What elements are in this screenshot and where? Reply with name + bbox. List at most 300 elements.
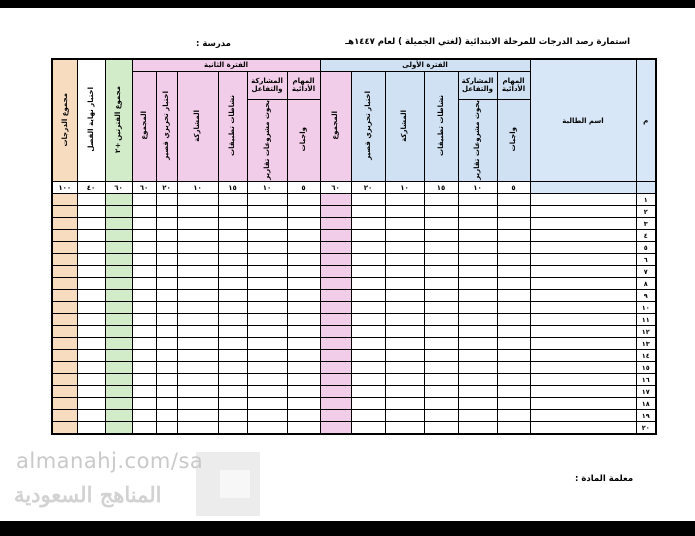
grade-cell[interactable] <box>497 266 530 278</box>
grade-cell[interactable] <box>52 194 77 206</box>
grade-cell[interactable] <box>385 410 424 422</box>
grade-cell[interactable] <box>132 374 156 386</box>
grade-cell[interactable] <box>177 338 218 350</box>
grade-cell[interactable] <box>458 362 497 374</box>
grade-cell[interactable] <box>218 230 247 242</box>
grade-cell[interactable] <box>320 278 351 290</box>
grade-cell[interactable] <box>247 194 287 206</box>
grade-cell[interactable] <box>287 326 320 338</box>
grade-cell[interactable] <box>497 254 530 266</box>
grade-cell[interactable] <box>458 278 497 290</box>
grade-cell[interactable] <box>458 326 497 338</box>
grade-cell[interactable] <box>177 266 218 278</box>
grade-cell[interactable] <box>77 242 105 254</box>
grade-cell[interactable] <box>497 374 530 386</box>
grade-cell[interactable] <box>385 206 424 218</box>
grade-cell[interactable] <box>247 338 287 350</box>
grade-cell[interactable] <box>497 206 530 218</box>
grade-cell[interactable] <box>287 338 320 350</box>
grade-cell[interactable] <box>497 422 530 435</box>
grade-cell[interactable] <box>424 254 458 266</box>
grade-cell[interactable] <box>77 206 105 218</box>
grade-cell[interactable] <box>77 362 105 374</box>
grade-cell[interactable] <box>351 338 385 350</box>
student-name-cell[interactable] <box>530 194 636 206</box>
grade-cell[interactable] <box>458 314 497 326</box>
grade-cell[interactable] <box>52 374 77 386</box>
grade-cell[interactable] <box>385 398 424 410</box>
grade-cell[interactable] <box>351 254 385 266</box>
grade-cell[interactable] <box>247 206 287 218</box>
grade-cell[interactable] <box>156 386 177 398</box>
grade-cell[interactable] <box>320 230 351 242</box>
grade-cell[interactable] <box>497 290 530 302</box>
grade-cell[interactable] <box>156 422 177 435</box>
grade-cell[interactable] <box>287 242 320 254</box>
grade-cell[interactable] <box>424 314 458 326</box>
grade-cell[interactable] <box>52 410 77 422</box>
grade-cell[interactable] <box>177 230 218 242</box>
grade-cell[interactable] <box>385 314 424 326</box>
grade-cell[interactable] <box>156 230 177 242</box>
grade-cell[interactable] <box>156 410 177 422</box>
grade-cell[interactable] <box>77 410 105 422</box>
grade-cell[interactable] <box>497 326 530 338</box>
grade-cell[interactable] <box>132 290 156 302</box>
grade-cell[interactable] <box>385 422 424 435</box>
grade-cell[interactable] <box>287 362 320 374</box>
grade-cell[interactable] <box>320 374 351 386</box>
grade-cell[interactable] <box>424 266 458 278</box>
student-name-cell[interactable] <box>530 386 636 398</box>
grade-cell[interactable] <box>105 266 132 278</box>
grade-cell[interactable] <box>351 194 385 206</box>
grade-cell[interactable] <box>52 314 77 326</box>
grade-cell[interactable] <box>156 242 177 254</box>
grade-cell[interactable] <box>218 350 247 362</box>
grade-cell[interactable] <box>132 314 156 326</box>
grade-cell[interactable] <box>77 290 105 302</box>
grade-cell[interactable] <box>351 278 385 290</box>
grade-cell[interactable] <box>218 218 247 230</box>
grade-cell[interactable] <box>132 362 156 374</box>
grade-cell[interactable] <box>52 422 77 435</box>
grade-cell[interactable] <box>385 326 424 338</box>
student-name-cell[interactable] <box>530 278 636 290</box>
grade-cell[interactable] <box>177 278 218 290</box>
grade-cell[interactable] <box>105 230 132 242</box>
grade-cell[interactable] <box>156 302 177 314</box>
grade-cell[interactable] <box>287 218 320 230</box>
grade-cell[interactable] <box>105 314 132 326</box>
grade-cell[interactable] <box>105 254 132 266</box>
grade-cell[interactable] <box>156 374 177 386</box>
grade-cell[interactable] <box>156 290 177 302</box>
grade-cell[interactable] <box>351 326 385 338</box>
grade-cell[interactable] <box>52 398 77 410</box>
grade-cell[interactable] <box>351 314 385 326</box>
grade-cell[interactable] <box>105 386 132 398</box>
grade-cell[interactable] <box>351 362 385 374</box>
grade-cell[interactable] <box>105 194 132 206</box>
grade-cell[interactable] <box>218 290 247 302</box>
grade-cell[interactable] <box>247 266 287 278</box>
grade-cell[interactable] <box>247 302 287 314</box>
grade-cell[interactable] <box>218 242 247 254</box>
grade-cell[interactable] <box>458 242 497 254</box>
grade-cell[interactable] <box>218 194 247 206</box>
grade-cell[interactable] <box>458 230 497 242</box>
grade-cell[interactable] <box>52 338 77 350</box>
grade-cell[interactable] <box>320 194 351 206</box>
grade-cell[interactable] <box>424 194 458 206</box>
grade-cell[interactable] <box>132 194 156 206</box>
grade-cell[interactable] <box>156 314 177 326</box>
grade-cell[interactable] <box>385 386 424 398</box>
grade-cell[interactable] <box>177 398 218 410</box>
grade-cell[interactable] <box>77 254 105 266</box>
grade-cell[interactable] <box>218 410 247 422</box>
grade-cell[interactable] <box>105 350 132 362</box>
grade-cell[interactable] <box>351 374 385 386</box>
grade-cell[interactable] <box>218 338 247 350</box>
grade-cell[interactable] <box>424 290 458 302</box>
grade-cell[interactable] <box>247 290 287 302</box>
grade-cell[interactable] <box>247 350 287 362</box>
grade-cell[interactable] <box>424 326 458 338</box>
grade-cell[interactable] <box>77 218 105 230</box>
grade-cell[interactable] <box>156 362 177 374</box>
grade-cell[interactable] <box>177 302 218 314</box>
grade-cell[interactable] <box>424 338 458 350</box>
grade-cell[interactable] <box>320 266 351 278</box>
student-name-cell[interactable] <box>530 362 636 374</box>
grade-cell[interactable] <box>424 302 458 314</box>
student-name-cell[interactable] <box>530 314 636 326</box>
grade-cell[interactable] <box>77 194 105 206</box>
grade-cell[interactable] <box>132 266 156 278</box>
grade-cell[interactable] <box>105 338 132 350</box>
grade-cell[interactable] <box>320 338 351 350</box>
grade-cell[interactable] <box>385 194 424 206</box>
grade-cell[interactable] <box>247 386 287 398</box>
grade-cell[interactable] <box>132 206 156 218</box>
grade-cell[interactable] <box>385 362 424 374</box>
grade-cell[interactable] <box>424 410 458 422</box>
grade-cell[interactable] <box>351 350 385 362</box>
grade-cell[interactable] <box>77 398 105 410</box>
grade-cell[interactable] <box>497 386 530 398</box>
grade-cell[interactable] <box>247 374 287 386</box>
grade-cell[interactable] <box>247 242 287 254</box>
grade-cell[interactable] <box>156 266 177 278</box>
grade-cell[interactable] <box>177 422 218 435</box>
grade-cell[interactable] <box>287 386 320 398</box>
grade-cell[interactable] <box>156 206 177 218</box>
grade-cell[interactable] <box>52 266 77 278</box>
grade-cell[interactable] <box>287 194 320 206</box>
grade-cell[interactable] <box>320 362 351 374</box>
grade-cell[interactable] <box>320 410 351 422</box>
grade-cell[interactable] <box>132 254 156 266</box>
grade-cell[interactable] <box>77 302 105 314</box>
grade-cell[interactable] <box>177 290 218 302</box>
grade-cell[interactable] <box>105 206 132 218</box>
grade-cell[interactable] <box>177 218 218 230</box>
grade-cell[interactable] <box>497 218 530 230</box>
grade-cell[interactable] <box>132 218 156 230</box>
grade-cell[interactable] <box>52 290 77 302</box>
student-name-cell[interactable] <box>530 326 636 338</box>
grade-cell[interactable] <box>385 242 424 254</box>
student-name-cell[interactable] <box>530 266 636 278</box>
grade-cell[interactable] <box>132 242 156 254</box>
grade-cell[interactable] <box>320 218 351 230</box>
grade-cell[interactable] <box>424 398 458 410</box>
grade-cell[interactable] <box>247 422 287 435</box>
grade-cell[interactable] <box>218 266 247 278</box>
grade-cell[interactable] <box>156 218 177 230</box>
grade-cell[interactable] <box>458 290 497 302</box>
grade-cell[interactable] <box>105 302 132 314</box>
grade-cell[interactable] <box>52 302 77 314</box>
grade-cell[interactable] <box>177 242 218 254</box>
grade-cell[interactable] <box>105 326 132 338</box>
grade-cell[interactable] <box>351 206 385 218</box>
student-name-cell[interactable] <box>530 242 636 254</box>
grade-cell[interactable] <box>132 278 156 290</box>
grade-cell[interactable] <box>351 398 385 410</box>
grade-cell[interactable] <box>156 254 177 266</box>
grade-cell[interactable] <box>105 398 132 410</box>
grade-cell[interactable] <box>52 254 77 266</box>
grade-cell[interactable] <box>287 398 320 410</box>
student-name-cell[interactable] <box>530 422 636 435</box>
grade-cell[interactable] <box>497 410 530 422</box>
grade-cell[interactable] <box>247 278 287 290</box>
grade-cell[interactable] <box>218 254 247 266</box>
grade-cell[interactable] <box>458 254 497 266</box>
grade-cell[interactable] <box>351 290 385 302</box>
student-name-cell[interactable] <box>530 230 636 242</box>
grade-cell[interactable] <box>424 362 458 374</box>
grade-cell[interactable] <box>52 350 77 362</box>
grade-cell[interactable] <box>218 206 247 218</box>
grade-cell[interactable] <box>105 362 132 374</box>
grade-cell[interactable] <box>424 386 458 398</box>
grade-cell[interactable] <box>52 362 77 374</box>
grade-cell[interactable] <box>156 278 177 290</box>
grade-cell[interactable] <box>351 422 385 435</box>
grade-cell[interactable] <box>218 374 247 386</box>
grade-cell[interactable] <box>177 326 218 338</box>
grade-cell[interactable] <box>385 218 424 230</box>
grade-cell[interactable] <box>287 410 320 422</box>
grade-cell[interactable] <box>458 302 497 314</box>
grade-cell[interactable] <box>497 362 530 374</box>
grade-cell[interactable] <box>52 206 77 218</box>
grade-cell[interactable] <box>105 422 132 435</box>
grade-cell[interactable] <box>320 386 351 398</box>
grade-cell[interactable] <box>351 218 385 230</box>
student-name-cell[interactable] <box>530 290 636 302</box>
grade-cell[interactable] <box>497 398 530 410</box>
grade-cell[interactable] <box>458 194 497 206</box>
grade-cell[interactable] <box>105 410 132 422</box>
grade-cell[interactable] <box>218 302 247 314</box>
grade-cell[interactable] <box>458 338 497 350</box>
grade-cell[interactable] <box>385 338 424 350</box>
grade-cell[interactable] <box>424 206 458 218</box>
grade-cell[interactable] <box>132 338 156 350</box>
student-name-cell[interactable] <box>530 206 636 218</box>
grade-cell[interactable] <box>177 254 218 266</box>
grade-cell[interactable] <box>77 386 105 398</box>
grade-cell[interactable] <box>105 242 132 254</box>
grade-cell[interactable] <box>77 230 105 242</box>
grade-cell[interactable] <box>351 230 385 242</box>
grade-cell[interactable] <box>77 326 105 338</box>
grade-cell[interactable] <box>320 314 351 326</box>
grade-cell[interactable] <box>424 374 458 386</box>
grade-cell[interactable] <box>105 278 132 290</box>
grade-cell[interactable] <box>320 206 351 218</box>
grade-cell[interactable] <box>287 422 320 435</box>
grade-cell[interactable] <box>247 218 287 230</box>
grade-cell[interactable] <box>247 230 287 242</box>
grade-cell[interactable] <box>320 422 351 435</box>
grade-cell[interactable] <box>497 302 530 314</box>
grade-cell[interactable] <box>287 266 320 278</box>
grade-cell[interactable] <box>177 206 218 218</box>
grade-cell[interactable] <box>351 266 385 278</box>
grade-cell[interactable] <box>385 230 424 242</box>
grade-cell[interactable] <box>351 386 385 398</box>
grade-cell[interactable] <box>320 302 351 314</box>
student-name-cell[interactable] <box>530 374 636 386</box>
grade-cell[interactable] <box>52 386 77 398</box>
grade-cell[interactable] <box>132 398 156 410</box>
grade-cell[interactable] <box>497 230 530 242</box>
grade-cell[interactable] <box>77 374 105 386</box>
grade-cell[interactable] <box>385 290 424 302</box>
grade-cell[interactable] <box>385 350 424 362</box>
grade-cell[interactable] <box>458 398 497 410</box>
grade-cell[interactable] <box>287 206 320 218</box>
grade-cell[interactable] <box>218 326 247 338</box>
grade-cell[interactable] <box>320 242 351 254</box>
grade-cell[interactable] <box>497 350 530 362</box>
student-name-cell[interactable] <box>530 398 636 410</box>
grade-cell[interactable] <box>351 302 385 314</box>
grade-cell[interactable] <box>385 302 424 314</box>
grade-cell[interactable] <box>287 374 320 386</box>
grade-cell[interactable] <box>218 422 247 435</box>
grade-cell[interactable] <box>287 278 320 290</box>
grade-cell[interactable] <box>497 242 530 254</box>
grade-cell[interactable] <box>287 290 320 302</box>
grade-cell[interactable] <box>385 278 424 290</box>
grade-cell[interactable] <box>458 386 497 398</box>
grade-cell[interactable] <box>385 374 424 386</box>
grade-cell[interactable] <box>247 314 287 326</box>
grade-cell[interactable] <box>424 278 458 290</box>
grade-cell[interactable] <box>424 218 458 230</box>
grade-cell[interactable] <box>218 398 247 410</box>
grade-cell[interactable] <box>287 230 320 242</box>
student-name-cell[interactable] <box>530 338 636 350</box>
grade-cell[interactable] <box>156 326 177 338</box>
grade-cell[interactable] <box>497 194 530 206</box>
grade-cell[interactable] <box>247 410 287 422</box>
grade-cell[interactable] <box>497 278 530 290</box>
grade-cell[interactable] <box>52 218 77 230</box>
grade-cell[interactable] <box>52 326 77 338</box>
grade-cell[interactable] <box>132 230 156 242</box>
student-name-cell[interactable] <box>530 350 636 362</box>
grade-cell[interactable] <box>177 350 218 362</box>
grade-cell[interactable] <box>458 410 497 422</box>
grade-cell[interactable] <box>77 314 105 326</box>
grade-cell[interactable] <box>77 350 105 362</box>
grade-cell[interactable] <box>132 410 156 422</box>
grade-cell[interactable] <box>320 290 351 302</box>
grade-cell[interactable] <box>458 218 497 230</box>
grade-cell[interactable] <box>424 242 458 254</box>
grade-cell[interactable] <box>458 206 497 218</box>
grade-cell[interactable] <box>156 194 177 206</box>
grade-cell[interactable] <box>351 410 385 422</box>
grade-cell[interactable] <box>52 230 77 242</box>
grade-cell[interactable] <box>287 254 320 266</box>
grade-cell[interactable] <box>247 398 287 410</box>
grade-cell[interactable] <box>132 386 156 398</box>
grade-cell[interactable] <box>247 362 287 374</box>
grade-cell[interactable] <box>424 230 458 242</box>
grade-cell[interactable] <box>52 242 77 254</box>
grade-cell[interactable] <box>105 218 132 230</box>
grade-cell[interactable] <box>458 374 497 386</box>
grade-cell[interactable] <box>77 338 105 350</box>
grade-cell[interactable] <box>385 266 424 278</box>
grade-cell[interactable] <box>218 386 247 398</box>
student-name-cell[interactable] <box>530 410 636 422</box>
grade-cell[interactable] <box>320 254 351 266</box>
grade-cell[interactable] <box>458 350 497 362</box>
grade-cell[interactable] <box>177 374 218 386</box>
grade-cell[interactable] <box>458 422 497 435</box>
grade-cell[interactable] <box>287 314 320 326</box>
grade-cell[interactable] <box>77 422 105 435</box>
grade-cell[interactable] <box>320 398 351 410</box>
grade-cell[interactable] <box>156 338 177 350</box>
grade-cell[interactable] <box>287 302 320 314</box>
grade-cell[interactable] <box>77 278 105 290</box>
grade-cell[interactable] <box>156 350 177 362</box>
student-name-cell[interactable] <box>530 218 636 230</box>
grade-cell[interactable] <box>424 422 458 435</box>
grade-cell[interactable] <box>132 302 156 314</box>
grade-cell[interactable] <box>177 314 218 326</box>
grade-cell[interactable] <box>247 326 287 338</box>
grade-cell[interactable] <box>105 290 132 302</box>
grade-cell[interactable] <box>287 350 320 362</box>
grade-cell[interactable] <box>77 266 105 278</box>
student-name-cell[interactable] <box>530 302 636 314</box>
grade-cell[interactable] <box>320 350 351 362</box>
grade-cell[interactable] <box>132 422 156 435</box>
grade-cell[interactable] <box>52 278 77 290</box>
